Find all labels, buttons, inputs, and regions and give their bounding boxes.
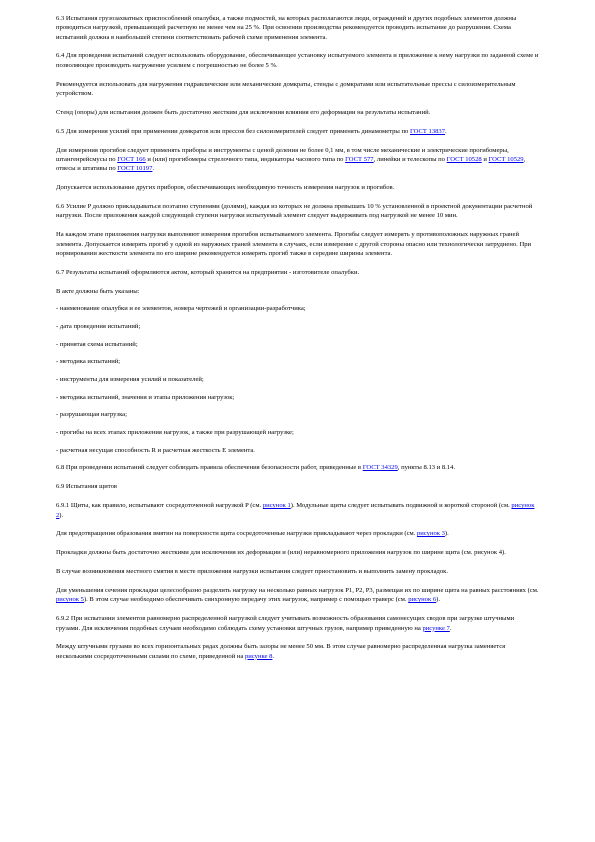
paragraph-text: - принятая схема испытаний; xyxy=(56,340,138,348)
paragraph xyxy=(56,586,539,605)
paragraph-text: 6.7 Результаты испытаний оформляются актом, который хранится на предприятии - изготовителе опалубки. xyxy=(56,268,360,276)
paragraph xyxy=(56,501,539,520)
paragraph xyxy=(56,529,539,538)
document-reference-link[interactable]: рисунок 5 xyxy=(56,596,84,604)
paragraph xyxy=(56,614,539,633)
paragraph-text: 6.3 Испытания грузозахватных приспособлений опалубки, а также подмостей, на которых располагаются люди, ограждений и других подобных элементов должны проводиться нагрузкой, превышающей расчетную не менее чем на 25 %. При освоении производства рекомендуется проводить испытание до разрушения. Схема испытаний должна в наибольшей степени соответствовать рабочей схеме применения элемента. xyxy=(56,15,517,41)
document-reference-link[interactable]: рисунке 8 xyxy=(245,652,273,660)
paragraph xyxy=(56,446,539,455)
paragraph-text: Для уменьшения сечения прокладки целесообразно разделить нагрузку на несколько равных нагрузок P1, P2, P3, размещая их по ширине щита на равных расстояниях (см. xyxy=(56,587,539,595)
paragraph xyxy=(56,340,539,349)
paragraph xyxy=(56,393,539,402)
paragraph-text: - методика испытаний; xyxy=(56,358,121,366)
paragraph-text: - наименование опалубки и ее элементов, номера чертежей и организации-разработчика; xyxy=(56,305,306,313)
paragraph-text: Для измерения прогибов следует применять приборы и инструменты с ценой деления не более 0,1 мм, в том числе механические и электрические прогибомеры, штангенрейсмусы по xyxy=(56,146,509,163)
document-reference-link[interactable]: ГОСТ 166 xyxy=(117,155,146,163)
paragraph-text: 6.6 Усилие P должно прикладываться поэтапно ступенями (долями), каждая из которых не должна превышать 10 % установленной в проектной документации расчетной нагрузки. После приложения каждой следующей ступени нагрузки испытуемый элемент следует выдерживать под нагрузкой не менее 10 мин. xyxy=(56,203,533,220)
paragraph xyxy=(56,108,539,117)
paragraph xyxy=(56,183,539,192)
paragraph-text: 6.5 Для измерения усилий при применении домкратов или прессов без силоизмерителей следует применять динамометры по xyxy=(56,127,410,135)
document-reference-link[interactable]: рисунок 3 xyxy=(416,530,445,538)
paragraph-text: - методика испытаний, значения и этапы приложения нагрузок; xyxy=(56,393,235,401)
paragraph-text: ). Модульные щиты следует испытывать подвижной и короткой стороной (см. xyxy=(290,502,512,510)
paragraph-text: В акте должны быть указаны: xyxy=(56,287,140,295)
paragraph-text: ). xyxy=(444,530,449,538)
document-reference-link[interactable]: рисунок 6 xyxy=(408,596,437,604)
document-reference-link[interactable]: рисунок 2 xyxy=(56,502,535,519)
paragraph-text: Для предотвращения образования вмятин на поверхности щита сосредоточенные нагрузки прикладывают через прокладки (см. xyxy=(56,530,417,538)
paragraph xyxy=(56,375,539,384)
paragraph xyxy=(56,202,539,221)
paragraph-text: Допускается использование других приборов, обеспечивающих необходимую точность измерения нагрузок и прогибов. xyxy=(56,184,395,192)
paragraph xyxy=(56,463,539,472)
paragraph xyxy=(56,146,539,174)
paragraph-text: , отвесы и штативы по xyxy=(56,155,526,173)
paragraph-text: и (или) прогибомеры стрелочного типа, индикаторы часового типа по xyxy=(145,155,346,163)
paragraph xyxy=(56,567,539,576)
document-reference-link[interactable]: ГОСТ 577 xyxy=(345,155,374,163)
paragraph-text: 6.9 Испытания щитов xyxy=(56,483,117,491)
paragraph xyxy=(56,304,539,313)
paragraph-text: - инструменты для измерения усилий и показателей; xyxy=(56,376,204,384)
paragraph-text: - прогибы на всех этапах приложения нагрузок, а также при разрушающей нагрузке; xyxy=(56,429,294,437)
paragraph-text: 6.4 Для проведения испытаний следует использовать оборудование, обеспечивающее установку испытуемого элемента и приложение к нему нагрузки по заданной схеме и позволяющее производить нагружение усилием с погрешностью не более 5 %. xyxy=(56,52,539,69)
paragraph-text: , пункты 8.13 и 8.14. xyxy=(397,464,456,472)
paragraph xyxy=(56,268,539,277)
paragraph-text: - дата проведения испытаний; xyxy=(56,322,141,330)
paragraph-text: , линейки и телескопы по xyxy=(373,155,447,163)
paragraph-text: - расчетная несущая способность R и расчетная жесткость E элемента. xyxy=(56,446,255,454)
document-reference-link[interactable]: рисунке 7 xyxy=(422,624,450,632)
paragraph xyxy=(56,14,539,42)
paragraph-text: и xyxy=(481,155,489,163)
document-reference-link[interactable]: рисунок 1 xyxy=(262,502,291,510)
paragraph xyxy=(56,51,539,70)
paragraph-text: . xyxy=(152,165,155,173)
paragraph-text: Между штучными грузами во всех горизонтальных рядах должны быть зазоры не менее 50 мм. В этом случае равномерно распределенная нагрузка заменяется несколькими сосредоточенными силами по схеме, приведенной на xyxy=(56,643,506,660)
paragraph xyxy=(56,80,539,99)
paragraph-text: 6.9.1 Щиты, как правило, испытывают сосредоточенной нагрузкой P (см. xyxy=(56,502,263,510)
document-reference-link[interactable]: ГОСТ 10529 xyxy=(488,155,524,163)
paragraph xyxy=(56,428,539,437)
paragraph xyxy=(56,230,539,258)
document-reference-link[interactable]: ГОСТ 13837 xyxy=(409,127,446,135)
paragraph-text: ). xyxy=(59,511,64,519)
paragraph-text: . xyxy=(449,624,452,632)
paragraph-text: Стенд (опоры) для испытания должен быть достаточно жестким для исключения влияния его деформации на результаты испытаний. xyxy=(56,108,431,116)
document-reference-link[interactable]: ГОСТ 10528 xyxy=(446,155,482,163)
paragraph xyxy=(56,410,539,419)
paragraph-text: 6.9.2 При испытании элементов равномерно распределенной нагрузкой следует учитывать возможность образования самонесущих сводов при загрузке штучными грузами. Для исключения подобных случаев необходимо соблюдать схему установки штучных грузов, например приведенную на xyxy=(56,615,515,632)
paragraph xyxy=(56,548,539,557)
paragraph-text: Рекомендуется использовать для нагружения гидравлические или механические домкраты, стенды с домкратами или испытательные прессы с силоизмерительным устройством. xyxy=(56,80,516,97)
paragraph-text: . xyxy=(445,127,447,135)
paragraph-text: В случае возникновения местного смятия в месте приложения нагрузки испытания следует приостановить и выполнить замену прокладок. xyxy=(56,568,449,576)
paragraph-text: . xyxy=(272,652,275,660)
paragraph xyxy=(56,642,539,661)
paragraph-text: - разрушающая нагрузка; xyxy=(56,411,127,419)
paragraph-text: 6.8 При проведении испытаний следует соблюдать правила обеспечения безопасности работ, приведенные в xyxy=(56,464,363,472)
document-reference-link[interactable]: ГОСТ 10197 xyxy=(117,165,153,173)
paragraph-text: ). xyxy=(436,596,440,604)
paragraph-text: Прокладки должны быть достаточно жесткими для исключения их деформации и (или) неравномерного приложения нагрузок по ширине щита (см. рисунок 4). xyxy=(56,549,506,557)
paragraph-text: ). В этом случае необходимо обеспечивать синхронную передачу этих нагрузок, например с помощью траверс (см. xyxy=(83,596,409,604)
paragraph xyxy=(56,357,539,366)
document-body xyxy=(56,14,539,661)
paragraph xyxy=(56,287,539,296)
paragraph xyxy=(56,482,539,491)
document-reference-link[interactable]: ГОСТ 34329 xyxy=(362,464,398,472)
paragraph-text: На каждом этапе приложения нагрузки выполняют измерения прогибов испытываемого элемента. Прогибы следует измерять у противоположных наружных граней элемента. Допускается измерять прогиб у одной из наружных граней элемента в случаях, если измерение с другой стороны опасно или технологически затруднено. При нормировании жесткости элемента по его ширине рекомендуется измерять прогиб также в середине ширины элемента. xyxy=(56,231,532,257)
paragraph xyxy=(56,322,539,331)
paragraph xyxy=(56,127,539,136)
